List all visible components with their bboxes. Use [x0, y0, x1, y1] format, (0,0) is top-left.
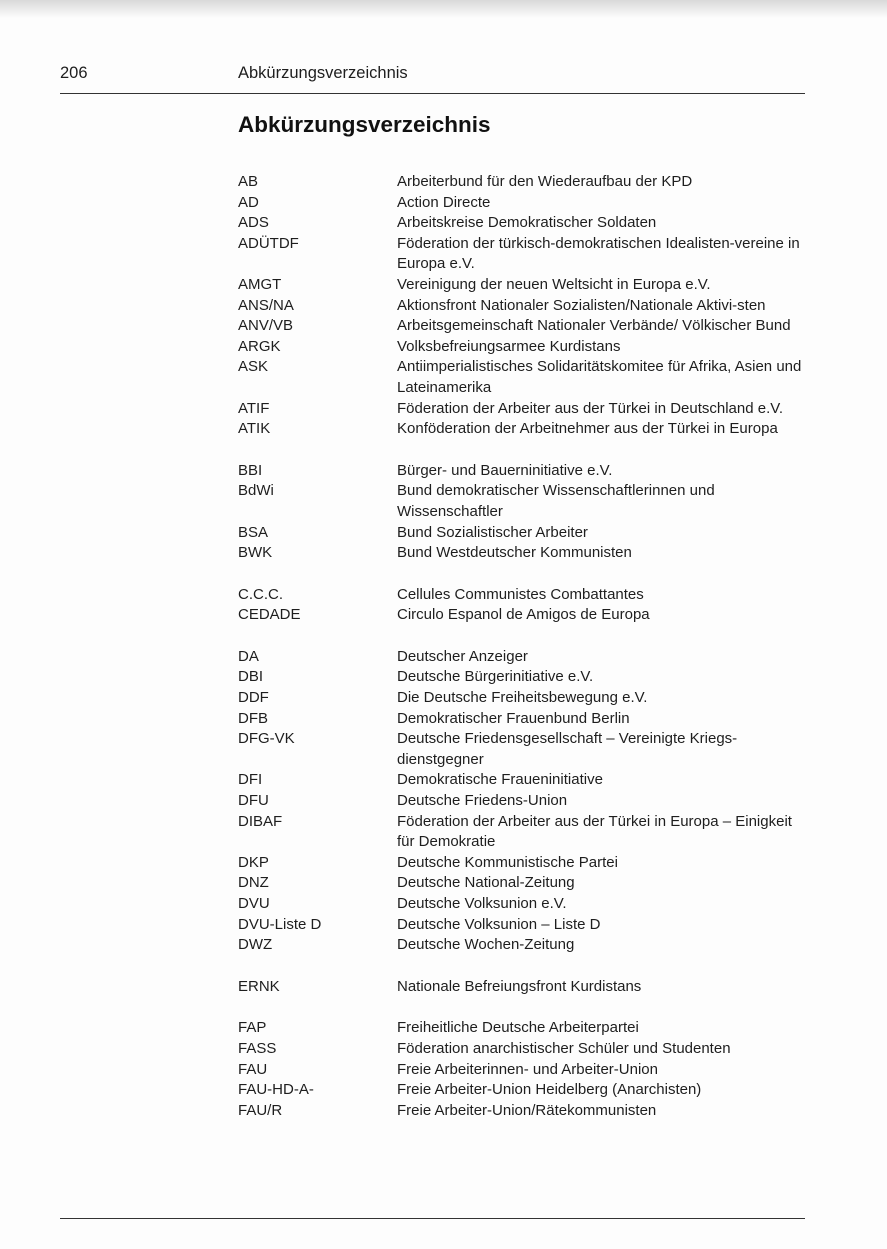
list-item	[238, 543, 808, 564]
abbreviation: DA	[238, 647, 259, 665]
abbreviation-meaning: Deutsche Kommunistische Partei	[397, 853, 618, 871]
abbreviation-meaning: Deutsche Bürgerinitiative e.V.	[397, 668, 594, 686]
abbreviation: ARGK	[238, 337, 281, 355]
page-top-shadow	[0, 0, 887, 18]
abbreviation: FAU/R	[238, 1101, 283, 1119]
abbreviation-meaning: Föderation der Arbeiter aus der Türkei in Deutschland e.V.	[397, 399, 784, 417]
list-item	[238, 481, 808, 522]
abbreviation-meaning: Nationale Befreiungsfront Kurdistans	[397, 977, 642, 995]
abbreviation-meaning: Föderation anarchistischer Schüler und Studenten	[397, 1039, 731, 1057]
list-item	[238, 935, 808, 956]
list-item	[238, 523, 808, 544]
list-item	[238, 812, 808, 853]
abbreviation: ANS/NA	[238, 296, 294, 314]
abbreviation: CEDADE	[238, 606, 301, 624]
abbreviation: DVU	[238, 895, 270, 912]
list-item	[238, 647, 808, 668]
abbreviation-meaning: Arbeitsgemeinschaft Nationaler Verbände/ Völkischer Bund	[397, 317, 791, 335]
abbreviation: ATIF	[238, 399, 270, 417]
abbreviation: ASK	[238, 358, 269, 376]
abbreviation: DIBAF	[238, 812, 283, 830]
abbreviation-meaning: Freiheitliche Deutsche Arbeiterpartei	[397, 1019, 639, 1037]
abbreviation: C.C.C.	[238, 585, 283, 603]
list-item	[238, 399, 808, 420]
list-item	[238, 234, 808, 275]
abbreviation-meaning: Freie Arbeiter-Union Heidelberg (Anarchisten)	[397, 1081, 702, 1099]
page-header	[60, 64, 805, 94]
abbreviation-meaning: Deutsche Friedensgesellschaft – Vereinigte Kriegs-dienstgegner	[397, 730, 738, 768]
abbreviation-meaning: Freie Arbeiterinnen- und Arbeiter-Union	[397, 1060, 658, 1078]
list-item	[238, 667, 808, 688]
abbreviation: DFU	[238, 792, 269, 810]
abbreviation-meaning: Bürger- und Bauerninitiative e.V.	[397, 461, 613, 479]
abbreviation: AD	[238, 193, 259, 211]
list-item	[238, 172, 808, 193]
abbreviation-list	[238, 172, 808, 1121]
abbreviation: DWZ	[238, 936, 273, 954]
abbreviation-meaning: Föderation der Arbeiter aus der Türkei in Europa – Einigkeit für Demokratie	[397, 812, 792, 851]
abbreviation-meaning: Action Directe	[397, 193, 491, 211]
page-title: Abkürzungsverzeichnis	[238, 112, 491, 137]
abbreviation: DDF	[238, 689, 269, 707]
abbreviation: ERNK	[238, 977, 280, 995]
abbreviation: BWK	[238, 544, 273, 562]
abbreviation: DFG-VK	[238, 730, 295, 748]
abbreviation-meaning: Deutsche Volksunion – Liste D	[397, 915, 601, 933]
list-item	[238, 316, 808, 337]
abbreviation-meaning: Deutsche Friedens-Union	[397, 792, 568, 810]
abbreviation: BBI	[238, 461, 263, 479]
abbreviation: DBI	[238, 668, 264, 686]
list-item	[238, 461, 808, 482]
list-item	[238, 709, 808, 730]
abbreviation: ATIK	[238, 420, 271, 438]
abbreviation-meaning: Arbeitskreise Demokratischer Soldaten	[397, 214, 657, 232]
list-item	[238, 915, 808, 936]
list-item	[238, 1080, 808, 1101]
list-item	[238, 1039, 808, 1060]
abbreviation-meaning: Cellules Communistes Combattantes	[397, 585, 644, 603]
abbreviation: FAU-HD-A-	[238, 1081, 314, 1099]
list-item	[238, 419, 808, 440]
list-item	[238, 357, 808, 398]
list-item	[238, 337, 808, 358]
abbreviation: DKP	[238, 853, 269, 871]
abbreviation: DVU-Liste D	[238, 915, 322, 933]
abbreviation-meaning: Aktionsfront Nationaler Sozialisten/Nationale Aktivi-sten	[397, 296, 766, 314]
abbreviation-meaning: Deutsche National-Zeitung	[397, 874, 575, 892]
abbreviation-meaning: Föderation der türkisch-demokratischen Idealisten-vereine in Europa e.V.	[397, 234, 800, 273]
list-item	[238, 791, 808, 812]
list-item	[238, 1018, 808, 1039]
abbreviation: ANV/VB	[238, 317, 294, 335]
abbreviation: AB	[238, 173, 259, 190]
abbreviation-meaning: Deutscher Anzeiger	[397, 647, 528, 665]
footer-divider	[60, 1218, 805, 1219]
abbreviation-meaning: Konföderation der Arbeitnehmer aus der Türkei in Europa	[397, 420, 778, 438]
abbreviation-meaning: Bund demokratischer Wissenschaftlerinnen und Wissenschaftler	[397, 482, 715, 520]
list-item	[238, 729, 808, 770]
list-item	[238, 585, 808, 606]
list-item	[238, 275, 808, 296]
header-divider	[60, 93, 805, 94]
list-item	[238, 853, 808, 874]
abbreviation: FAU	[238, 1060, 268, 1078]
list-item	[238, 977, 808, 998]
abbreviation-meaning: Bund Sozialistischer Arbeiter	[397, 523, 588, 541]
abbreviation: ADS	[238, 214, 269, 232]
abbreviation: AMGT	[238, 275, 282, 293]
abbreviation: ADÜTDF	[238, 234, 299, 252]
list-item	[238, 894, 808, 915]
running-title: Abkürzungsverzeichnis	[238, 64, 408, 82]
abbreviation-meaning: Demokratische Fraueninitiative	[397, 771, 603, 789]
list-item	[238, 605, 808, 626]
abbreviation-meaning: Arbeiterbund für den Wiederaufbau der KPD	[397, 173, 693, 190]
abbreviation: FAP	[238, 1019, 267, 1037]
list-item	[238, 770, 808, 791]
list-item	[238, 296, 808, 317]
abbreviation-meaning: Vereinigung der neuen Weltsicht in Europa e.V.	[397, 275, 711, 293]
list-item	[238, 873, 808, 894]
page-number: 206	[60, 64, 88, 82]
list-item	[238, 688, 808, 709]
abbreviation: DFI	[238, 771, 263, 789]
abbreviation-meaning: Freie Arbeiter-Union/Rätekommunisten	[397, 1101, 657, 1119]
abbreviation-meaning: Volksbefreiungsarmee Kurdistans	[397, 337, 621, 355]
abbreviation: DFB	[238, 709, 268, 727]
abbreviation-meaning: Deutsche Wochen-Zeitung	[397, 936, 575, 954]
list-item	[238, 1101, 808, 1122]
abbreviation: BdWi	[238, 482, 274, 500]
list-item	[238, 1060, 808, 1081]
abbreviation: FASS	[238, 1039, 277, 1057]
list-item	[238, 193, 808, 214]
abbreviation: BSA	[238, 523, 269, 541]
abbreviation-meaning: Deutsche Volksunion e.V.	[397, 895, 567, 912]
abbreviation-meaning: Antiimperialistisches Solidaritätskomitee für Afrika, Asien und Lateinamerika	[397, 358, 802, 396]
list-item	[238, 213, 808, 234]
abbreviation-meaning: Circulo Espanol de Amigos de Europa	[397, 606, 650, 624]
abbreviation-meaning: Die Deutsche Freiheitsbewegung e.V.	[397, 689, 648, 707]
abbreviation-meaning: Demokratischer Frauenbund Berlin	[397, 709, 630, 727]
abbreviation: DNZ	[238, 874, 269, 892]
abbreviation-meaning: Bund Westdeutscher Kommunisten	[397, 544, 632, 562]
